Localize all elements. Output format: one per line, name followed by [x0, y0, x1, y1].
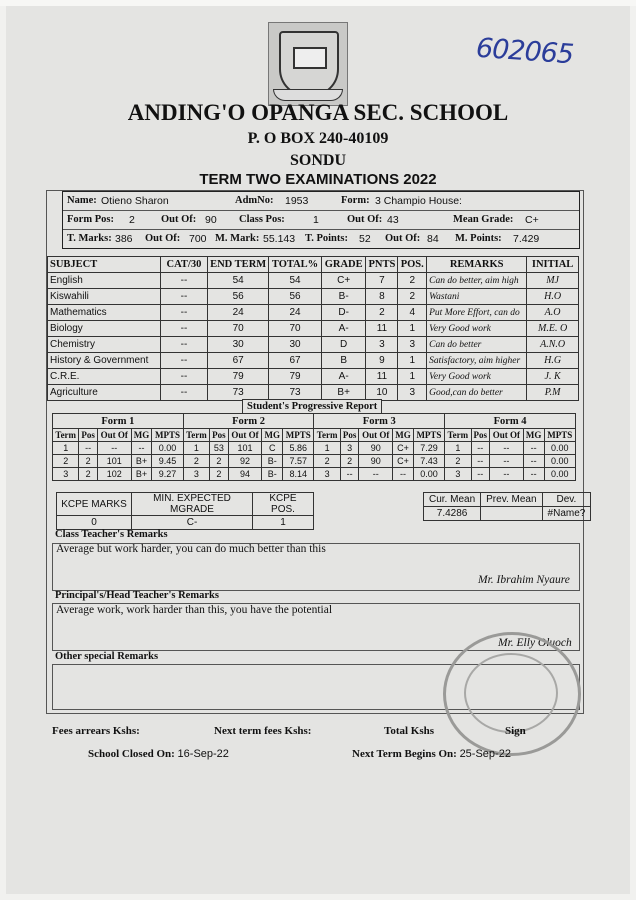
info-row-2 — [63, 211, 579, 230]
principal-remarks-text: Average work, work harder than this, you have the potential — [56, 604, 333, 616]
class-pos: 1 — [313, 214, 319, 226]
prev-mean — [481, 507, 542, 521]
p-out: 84 — [427, 233, 439, 245]
progress-cell: 53 — [210, 442, 228, 455]
progress-cell: 3 — [445, 468, 471, 481]
progress-cell: 94 — [228, 468, 262, 481]
form-pos-label: Form Pos: — [67, 214, 114, 225]
out-of-label: Out Of: — [161, 214, 197, 225]
progress-cell: 102 — [97, 468, 131, 481]
progress-cell: 101 — [97, 455, 131, 468]
subject-end-cell: 56 — [208, 289, 269, 305]
means-value-row — [424, 507, 591, 521]
progress-cell: 1 — [445, 442, 471, 455]
total-label: Total Kshs — [384, 725, 435, 737]
progress-cell: 1 — [53, 442, 79, 455]
subject-total-cell: 30 — [269, 337, 322, 353]
subject-remark-cell: Can do better, aim high — [427, 273, 527, 289]
subject-total-cell: 73 — [269, 385, 322, 401]
progress-cell: C — [262, 442, 283, 455]
form-label: Form: — [341, 195, 370, 206]
col-pnts: PNTS — [366, 257, 398, 273]
subject-pnts-cell: 2 — [366, 305, 398, 321]
progress-cell: 90 — [359, 455, 393, 468]
subject-remark-cell: Satisfactory, aim higher — [427, 353, 527, 369]
t-marks: 386 — [115, 233, 133, 245]
col-end-term: END TERM — [208, 257, 269, 273]
col-remarks: REMARKS — [427, 257, 527, 273]
subject-grade-cell: D- — [321, 305, 366, 321]
progress-title: Student's Progressive Report — [242, 399, 382, 414]
subject-total-cell: 70 — [269, 321, 322, 337]
kcpe-marks-header: KCPE MARKS — [57, 493, 132, 516]
class-out-label: Out Of: — [347, 214, 383, 225]
progress-cell: 101 — [228, 442, 262, 455]
subject-subject-cell: Agriculture — [48, 385, 161, 401]
subject-pnts-cell: 10 — [366, 385, 398, 401]
name-label: Name: — [67, 195, 97, 206]
principal-remarks-label: Principal's/Head Teacher's Remarks — [55, 590, 219, 601]
subject-cat-cell: -- — [160, 289, 207, 305]
progress-cell: -- — [490, 468, 524, 481]
progress-col-header: MG — [131, 429, 152, 442]
subject-end-cell: 70 — [208, 321, 269, 337]
sign-label: Sign — [505, 725, 526, 737]
col-pos: POS. — [398, 257, 427, 273]
subject-pnts-cell: 11 — [366, 321, 398, 337]
subject-row — [48, 305, 579, 321]
subject-total-cell: 79 — [269, 369, 322, 385]
progress-cell: B+ — [131, 468, 152, 481]
progress-col-header: MPTS — [152, 429, 183, 442]
progress-cell: 0.00 — [544, 455, 576, 468]
subject-pos-cell: 1 — [398, 353, 427, 369]
adm-number: 1953 — [285, 195, 309, 207]
subjects-table — [47, 256, 579, 401]
cur-mean: 7.4286 — [424, 507, 481, 521]
progress-col-header: MG — [523, 429, 544, 442]
subject-total-cell: 67 — [269, 353, 322, 369]
handwritten-number: 602065 — [475, 32, 575, 71]
progress-row — [53, 455, 576, 468]
progress-cell: -- — [523, 468, 544, 481]
class-teacher-remarks-text: Average but work harder, you can do much better than this — [56, 543, 326, 555]
progress-cell: 2 — [53, 455, 79, 468]
closed-date: 16-Sep-22 — [177, 748, 229, 760]
progress-cell: -- — [79, 442, 97, 455]
progress-table — [52, 413, 576, 481]
crest-book-icon — [293, 47, 327, 69]
subject-end-cell: 79 — [208, 369, 269, 385]
kcpe-mgrade-header: MIN. EXPECTED MGRADE — [132, 493, 253, 516]
out-of: 90 — [205, 214, 217, 226]
progress-col-header: Term — [183, 429, 209, 442]
progress-cell: 1 — [183, 442, 209, 455]
subject-pos-cell: 3 — [398, 385, 427, 401]
progress-col-header: MPTS — [544, 429, 576, 442]
school-town: SONDU — [289, 152, 346, 169]
kcpe-value-row — [57, 516, 314, 530]
progress-cell: -- — [490, 442, 524, 455]
progress-form-header: Form 4 — [445, 414, 576, 429]
progress-form-header: Form 2 — [183, 414, 314, 429]
progress-cell: 3 — [340, 442, 358, 455]
school-stamp — [443, 632, 581, 756]
kcpe-pos: 1 — [253, 516, 314, 530]
t-out: 700 — [189, 233, 207, 245]
subject-pos-cell: 1 — [398, 321, 427, 337]
mean-grade: C+ — [525, 214, 539, 226]
progress-cell: B+ — [131, 455, 152, 468]
subject-subject-cell: C.R.E. — [48, 369, 161, 385]
fees-arrears-label: Fees arrears Kshs: — [52, 725, 140, 737]
means-table — [423, 492, 591, 521]
dev-header: Dev. — [542, 493, 591, 507]
stamp-inner-ring — [464, 653, 558, 733]
progress-cell: -- — [131, 442, 152, 455]
progress-col-header: Out Of — [359, 429, 393, 442]
progress-col-header: Out Of — [490, 429, 524, 442]
progress-cell: B- — [262, 468, 283, 481]
subject-pos-cell: 2 — [398, 289, 427, 305]
subject-cat-cell: -- — [160, 321, 207, 337]
progress-row — [53, 468, 576, 481]
subject-end-cell: 73 — [208, 385, 269, 401]
subject-grade-cell: C+ — [321, 273, 366, 289]
progress-form-header: Form 1 — [53, 414, 184, 429]
subject-remark-cell: Wastani — [427, 289, 527, 305]
class-out: 43 — [387, 214, 399, 226]
progress-col-header: Pos — [79, 429, 97, 442]
progress-col-row — [53, 429, 576, 442]
info-row-3 — [63, 230, 579, 248]
m-points: 7.429 — [513, 233, 540, 245]
form-pos: 2 — [129, 214, 135, 226]
subject-pnts-cell: 11 — [366, 369, 398, 385]
subject-grade-cell: D — [321, 337, 366, 353]
subject-subject-cell: Chemistry — [48, 337, 161, 353]
progress-cell: 2 — [210, 455, 228, 468]
progress-cell: -- — [490, 455, 524, 468]
progress-cell: 2 — [79, 455, 97, 468]
school-name: ANDING'O OPANGA SEC. SCHOOL — [127, 100, 509, 125]
m-points-label: M. Points: — [455, 233, 502, 244]
subject-remark-cell: Put More Effort, can do — [427, 305, 527, 321]
m-mark-label: M. Mark: — [215, 233, 260, 244]
subject-initial-cell: A.N.O — [527, 337, 579, 353]
subject-cat-cell: -- — [160, 385, 207, 401]
next-fees-label: Next term fees Kshs: — [214, 725, 312, 737]
progress-cell: -- — [471, 468, 489, 481]
subject-pos-cell: 2 — [398, 273, 427, 289]
kcpe-marks: 0 — [57, 516, 132, 530]
subject-end-cell: 24 — [208, 305, 269, 321]
subject-pos-cell: 1 — [398, 369, 427, 385]
progress-cell: -- — [523, 442, 544, 455]
class-teacher-signature: Mr. Ibrahim Nyaure — [478, 574, 570, 586]
progress-cell: -- — [393, 468, 414, 481]
progress-col-header: Pos — [340, 429, 358, 442]
subject-pos-cell: 3 — [398, 337, 427, 353]
progress-col-header: MG — [393, 429, 414, 442]
progress-cell: 7.29 — [413, 442, 444, 455]
prev-mean-header: Prev. Mean — [481, 493, 542, 507]
subject-end-cell: 54 — [208, 273, 269, 289]
progress-cell: 92 — [228, 455, 262, 468]
progress-col-header: MPTS — [413, 429, 444, 442]
subject-row — [48, 337, 579, 353]
progress-col-header: Term — [445, 429, 471, 442]
subject-subject-cell: History & Government — [48, 353, 161, 369]
subject-cat-cell: -- — [160, 305, 207, 321]
other-remarks-label: Other special Remarks — [55, 651, 159, 662]
subjects-body — [48, 273, 579, 401]
progress-row — [53, 442, 576, 455]
progress-cell: -- — [97, 442, 131, 455]
progress-cell: -- — [471, 455, 489, 468]
subject-row — [48, 289, 579, 305]
kcpe-pos-header: KCPE POS. — [253, 493, 314, 516]
subject-remark-cell: Good,can do better — [427, 385, 527, 401]
t-out-label: Out Of: — [145, 233, 181, 244]
subjects-header-row — [48, 257, 579, 273]
progress-cell: -- — [359, 468, 393, 481]
next-term — [352, 748, 511, 760]
adm-label: AdmNo: — [235, 195, 274, 206]
progress-col-header: MPTS — [283, 429, 314, 442]
progress-col-header: Out Of — [97, 429, 131, 442]
progress-cell: 1 — [314, 442, 340, 455]
progress-form-header: Form 3 — [314, 414, 445, 429]
subject-grade-cell: B- — [321, 289, 366, 305]
kcpe-mgrade: C- — [132, 516, 253, 530]
subject-remark-cell: Can do better — [427, 337, 527, 353]
progress-col-header: Pos — [210, 429, 228, 442]
subject-initial-cell: P.M — [527, 385, 579, 401]
subject-end-cell: 67 — [208, 353, 269, 369]
subject-total-cell: 54 — [269, 273, 322, 289]
form-value: 3 Champio House: — [375, 195, 462, 207]
progress-cell: 3 — [53, 468, 79, 481]
progress-cell: 2 — [210, 468, 228, 481]
progress-cell: 3 — [183, 468, 209, 481]
progress-cell: -- — [523, 455, 544, 468]
progress-form-row — [53, 414, 576, 429]
progress-col-header: Out Of — [228, 429, 262, 442]
progress-cell: -- — [471, 442, 489, 455]
subject-end-cell: 30 — [208, 337, 269, 353]
subject-pnts-cell: 9 — [366, 353, 398, 369]
p-out-label: Out Of: — [385, 233, 421, 244]
mean-grade-label: Mean Grade: — [453, 214, 514, 225]
progress-cell: -- — [340, 468, 358, 481]
class-pos-label: Class Pos: — [239, 214, 285, 225]
subject-total-cell: 24 — [269, 305, 322, 321]
subject-subject-cell: English — [48, 273, 161, 289]
exam-title: TERM TWO EXAMINATIONS 2022 — [199, 171, 437, 188]
progress-body — [53, 414, 576, 481]
subject-row — [48, 321, 579, 337]
progress-cell: 9.45 — [152, 455, 183, 468]
kcpe-table — [56, 492, 314, 530]
subject-remark-cell: Very Good work — [427, 321, 527, 337]
subject-total-cell: 56 — [269, 289, 322, 305]
subject-row — [48, 273, 579, 289]
col-initial: INITIAL — [527, 257, 579, 273]
subject-cat-cell: -- — [160, 273, 207, 289]
progress-col-header: Term — [53, 429, 79, 442]
school-closed — [88, 748, 229, 760]
progress-cell: 2 — [314, 455, 340, 468]
progress-cell: C+ — [393, 455, 414, 468]
closed-label: School Closed On: — [88, 748, 175, 760]
t-points-label: T. Points: — [305, 233, 348, 244]
t-marks-label: T. Marks: — [67, 233, 112, 244]
class-teacher-remarks-label: Class Teacher's Remarks — [55, 529, 168, 540]
col-subject: SUBJECT — [48, 257, 161, 273]
dev-value: #Name? — [542, 507, 591, 521]
subject-subject-cell: Biology — [48, 321, 161, 337]
subject-initial-cell: A.O — [527, 305, 579, 321]
progress-cell: B- — [262, 455, 283, 468]
subject-initial-cell: MJ — [527, 273, 579, 289]
progress-cell: 2 — [79, 468, 97, 481]
progress-cell: 2 — [445, 455, 471, 468]
progress-cell: 2 — [340, 455, 358, 468]
begins-label: Next Term Begins On: — [352, 748, 457, 760]
subject-cat-cell: -- — [160, 337, 207, 353]
progress-cell: 0.00 — [413, 468, 444, 481]
subject-pos-cell: 4 — [398, 305, 427, 321]
subject-cat-cell: -- — [160, 353, 207, 369]
col-grade: GRADE — [321, 257, 366, 273]
subject-grade-cell: B — [321, 353, 366, 369]
subject-pnts-cell: 8 — [366, 289, 398, 305]
progress-cell: 90 — [359, 442, 393, 455]
info-row-1 — [63, 192, 579, 211]
progress-col-header: MG — [262, 429, 283, 442]
subject-row — [48, 369, 579, 385]
col-cat: CAT/30 — [160, 257, 207, 273]
progress-cell: 0.00 — [544, 442, 576, 455]
student-info — [62, 191, 580, 249]
subject-subject-cell: Mathematics — [48, 305, 161, 321]
subject-pnts-cell: 7 — [366, 273, 398, 289]
subject-initial-cell: J. K — [527, 369, 579, 385]
m-mark: 55.143 — [263, 233, 296, 245]
subject-pnts-cell: 3 — [366, 337, 398, 353]
subject-grade-cell: B+ — [321, 385, 366, 401]
t-points: 52 — [359, 233, 371, 245]
subject-remark-cell: Very Good work — [427, 369, 527, 385]
progress-col-header: Term — [314, 429, 340, 442]
progress-cell: 8.14 — [283, 468, 314, 481]
progress-cell: 9.27 — [152, 468, 183, 481]
school-crest — [268, 22, 348, 106]
progress-col-header: Pos — [471, 429, 489, 442]
subject-initial-cell: M.E. O — [527, 321, 579, 337]
kcpe-header-row — [57, 493, 314, 516]
school-address: P. O BOX 240-40109 — [247, 130, 389, 147]
subject-initial-cell: H.O — [527, 289, 579, 305]
progress-cell: 0.00 — [152, 442, 183, 455]
means-header-row — [424, 493, 591, 507]
subject-initial-cell: H.G — [527, 353, 579, 369]
progress-cell: 7.57 — [283, 455, 314, 468]
subject-grade-cell: A- — [321, 321, 366, 337]
progress-cell: 5.86 — [283, 442, 314, 455]
cur-mean-header: Cur. Mean — [424, 493, 481, 507]
subject-cat-cell: -- — [160, 369, 207, 385]
progress-cell: 3 — [314, 468, 340, 481]
student-name: Otieno Sharon — [101, 195, 169, 207]
principal-signature: Mr. Elly Oluoch — [498, 637, 572, 649]
progress-cell: C+ — [393, 442, 414, 455]
begins-date: 25-Sep-22 — [459, 748, 511, 760]
progress-cell: 2 — [183, 455, 209, 468]
progress-cell: 7.43 — [413, 455, 444, 468]
subject-grade-cell: A- — [321, 369, 366, 385]
progress-cell: 0.00 — [544, 468, 576, 481]
subject-row — [48, 353, 579, 369]
subject-subject-cell: Kiswahili — [48, 289, 161, 305]
col-total: TOTAL% — [269, 257, 322, 273]
